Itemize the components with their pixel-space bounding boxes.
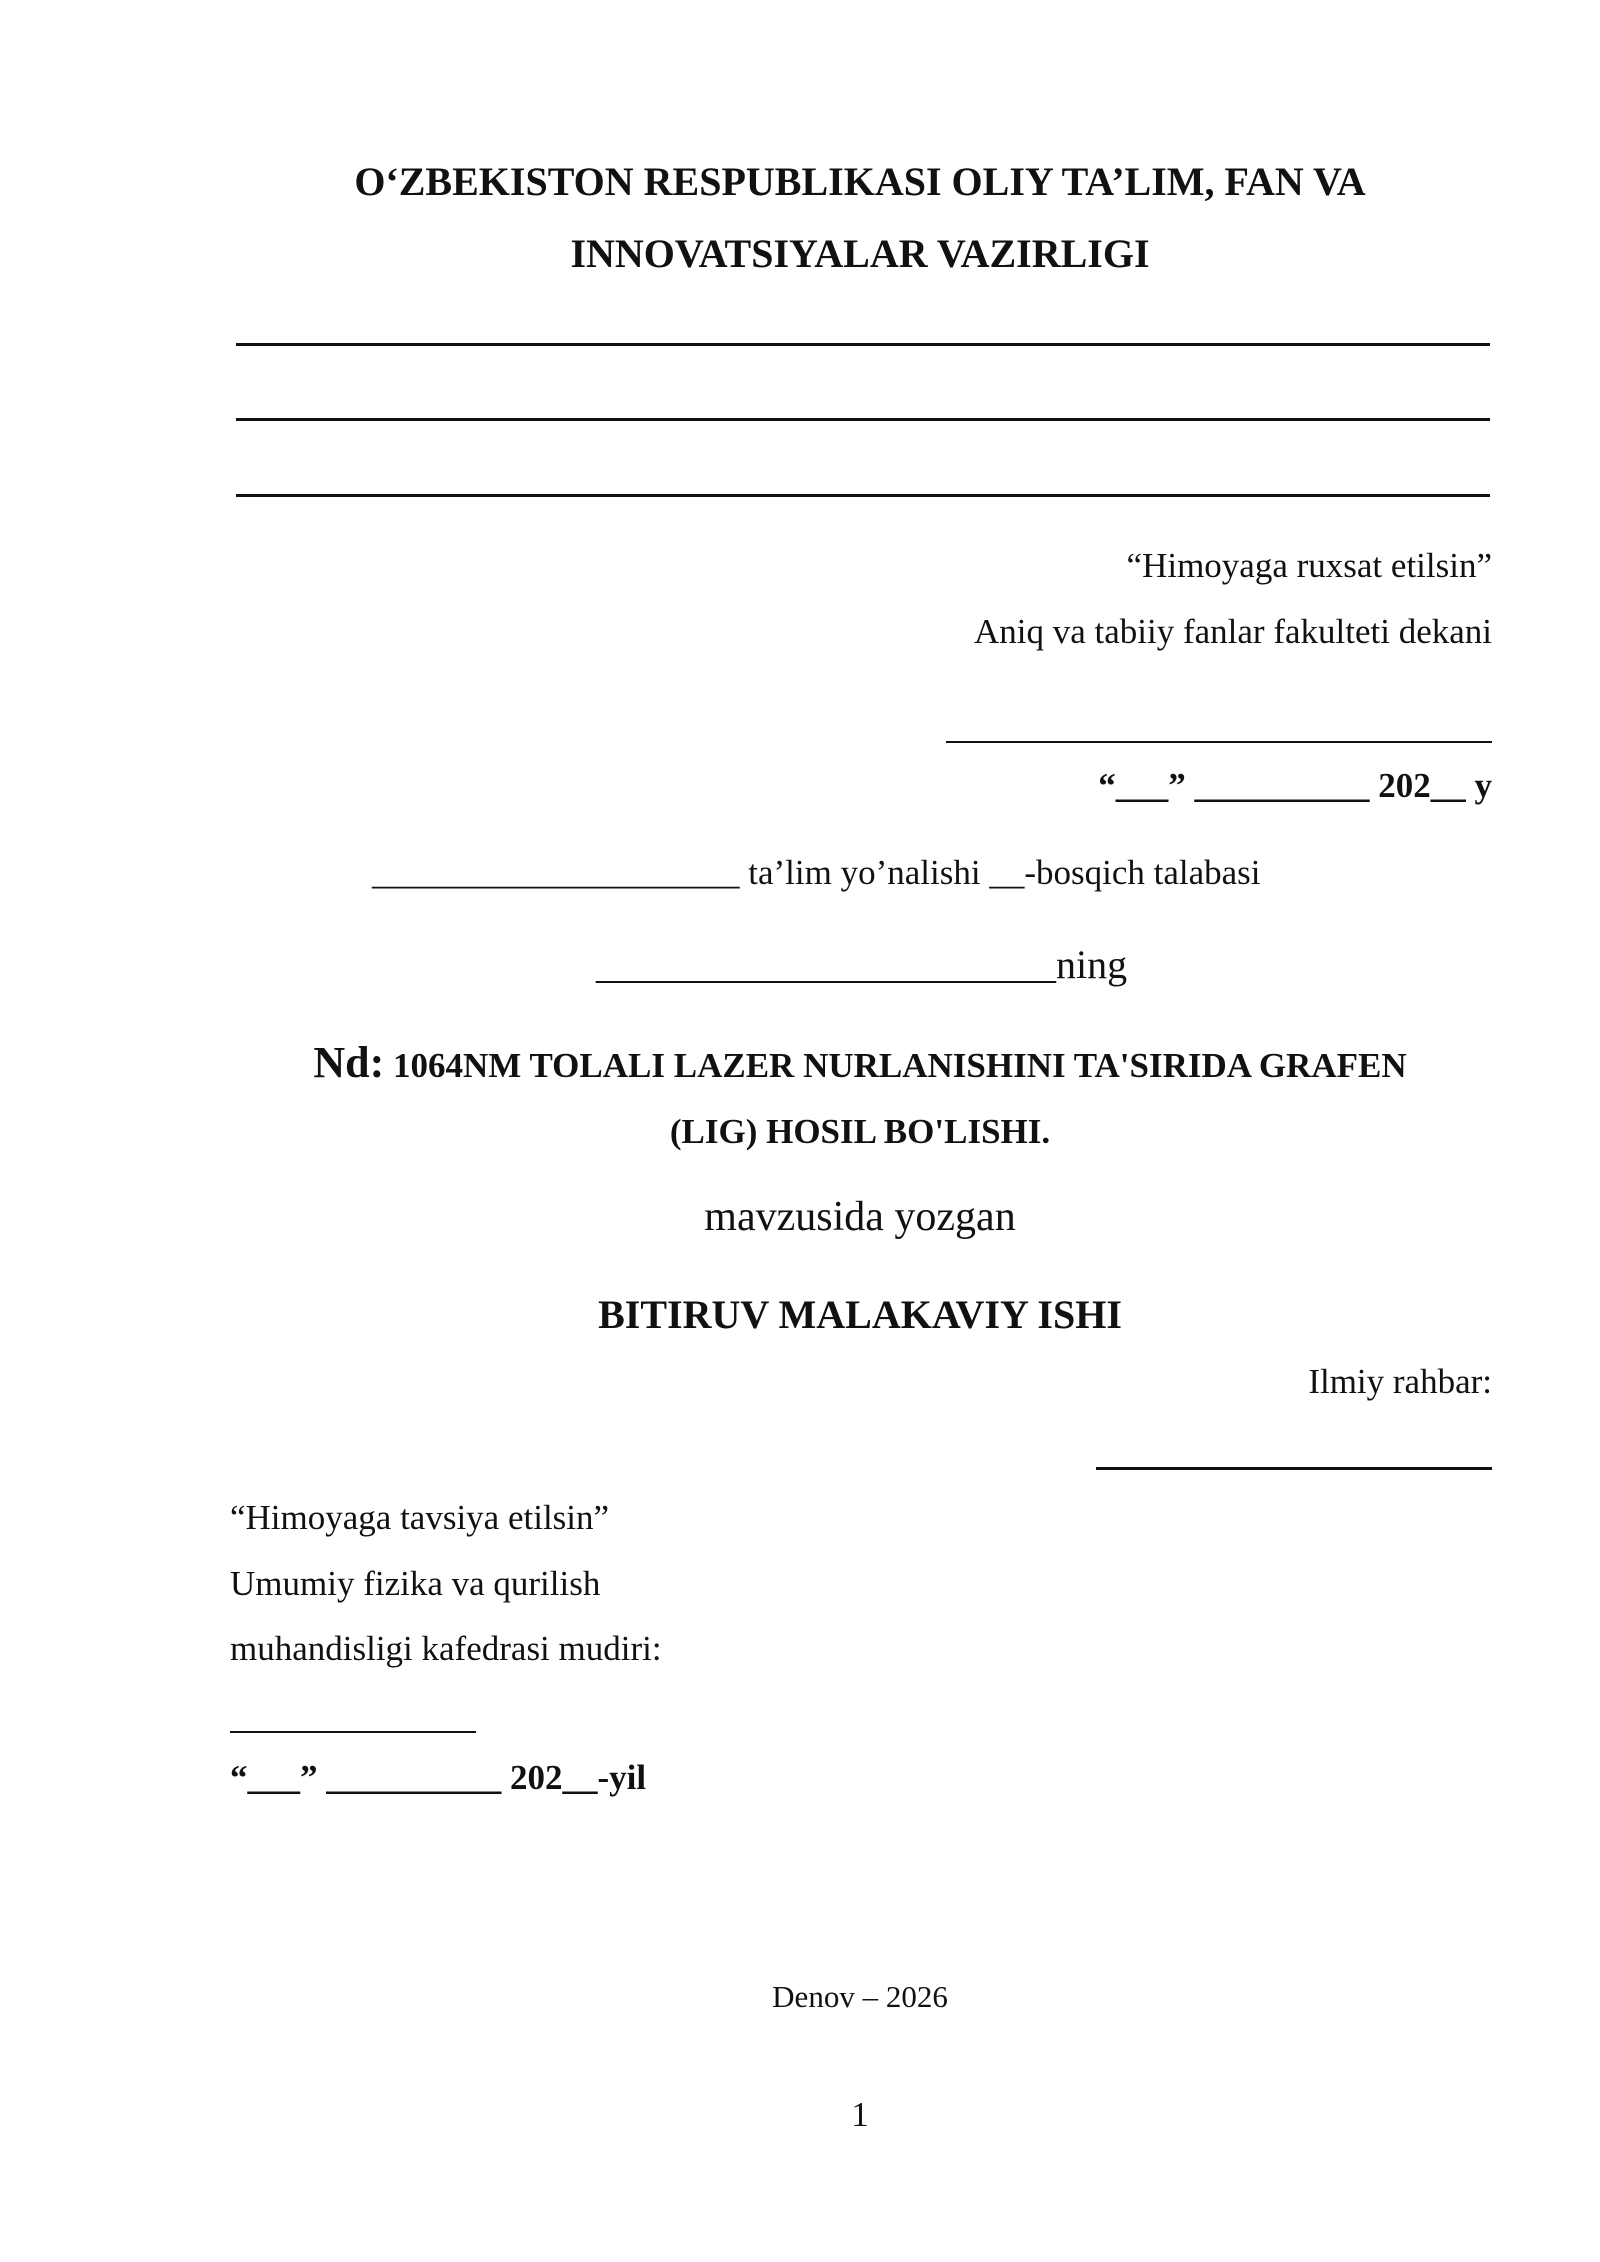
recommendation-date: “___” __________ 202__-yil bbox=[230, 1758, 647, 1797]
work-type-title: BITIRUV MALAKAVIY ISHI bbox=[598, 1292, 1122, 1337]
student-direction-line: _____________________ ta’lim yo’nalishi __-bosqich talabasi bbox=[372, 853, 1261, 892]
student-name-line: _______________________ning bbox=[596, 942, 1128, 987]
thesis-topic-line-1 bbox=[230, 1030, 1490, 1099]
city-year: Denov – 2026 bbox=[772, 1979, 948, 2014]
thesis-topic bbox=[230, 1030, 1490, 1165]
page-number: 1 bbox=[851, 2095, 869, 2134]
dean-signature-line bbox=[946, 741, 1492, 743]
department-head-role-line-1: Umumiy fizika va qurilish bbox=[230, 1564, 601, 1603]
supervisor-label: Ilmiy rahbar: bbox=[1308, 1362, 1492, 1401]
blank-line-2 bbox=[236, 418, 1490, 421]
department-head-signature-line bbox=[230, 1731, 476, 1733]
thesis-topic-line-2: (LIG) HOSIL BO'LISHI. bbox=[669, 1112, 1051, 1151]
topic-line-1-text: 1064NM TOLALI LAZER NURLANISHINI TA'SIRIDA GRAFEN bbox=[384, 1046, 1407, 1085]
written-on-caption: mavzusida yozgan bbox=[704, 1194, 1016, 1240]
department-head-role-line-2: muhandisligi kafedrasi mudiri: bbox=[230, 1629, 662, 1668]
blank-line-3 bbox=[236, 494, 1490, 497]
blank-line-1 bbox=[236, 343, 1490, 346]
ministry-title bbox=[230, 146, 1490, 290]
recommendation-phrase: “Himoyaga tavsiya etilsin” bbox=[230, 1498, 610, 1537]
ministry-title-line-2: INNOVATSIYALAR VAZIRLIGI bbox=[570, 231, 1150, 276]
dean-role: Aniq va tabiiy fanlar fakulteti dekani bbox=[973, 612, 1492, 651]
approval-phrase: “Himoyaga ruxsat etilsin” bbox=[1126, 546, 1492, 585]
supervisor-signature-line bbox=[1096, 1467, 1492, 1470]
topic-prefix: Nd: bbox=[313, 1038, 385, 1087]
ministry-title-line-1: O‘ZBEKISTON RESPUBLIKASI OLIY TA’LIM, FAN VA bbox=[354, 159, 1366, 204]
approval-date: “___” __________ 202__ y bbox=[1098, 766, 1492, 805]
